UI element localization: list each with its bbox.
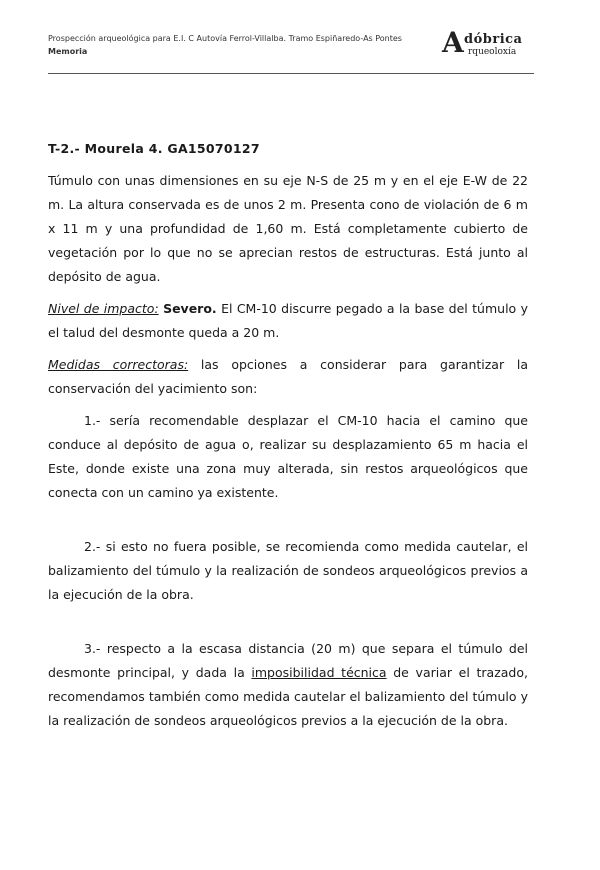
- item3-text-b: de variar el trazado, recomendamos también como medida cautelar el balizamiento del túmulo y la realización de sondeos arqueológicos previos a la ejecución de la obra.: [48, 665, 528, 728]
- section-heading: T-2.- Mourela 4. GA15070127: [48, 141, 260, 156]
- impact-text: El CM-10 discurre pegado a la base del túmulo y el talud del desmonte queda a 20 m.: [48, 301, 528, 340]
- measure-item-3: [48, 637, 528, 733]
- impact-value: Severo.: [163, 301, 217, 316]
- measures-label: Medidas correctoras:: [48, 357, 189, 372]
- site-description: Túmulo con unas dimensiones en su eje N-S de 25 m y en el eje E-W de 22 m. La altura conservada es de unos 2 m. Presenta cono de violación de 6 m x 11 m y una profundidad de 1,60 m. Está completamente cubierto de vegetación por lo que no se aprecian restos de estructuras. Está junto al depósito de agua.: [48, 173, 528, 284]
- item3-text-a: 3.- respecto a la escasa distancia (20 m) que separa el túmulo del desmonte principal, y dada la: [48, 641, 528, 680]
- measures-paragraph: [48, 353, 528, 401]
- measures-text: las opciones a considerar para garantizar la conservación del yacimiento son:: [48, 357, 528, 396]
- logo-letter: A: [442, 26, 464, 59]
- header-subtitle: Memoria: [48, 47, 88, 56]
- document-body: [48, 137, 528, 741]
- measure-item-1: 1.- sería recomendable desplazar el CM-10 hacia el camino que conduce al depósito de agua o, realizar su desplazamiento 65 m hacia el Este, donde existe una zona muy alterada, sin restos arqueológicos que conecta con un camino ya existente.: [48, 413, 528, 500]
- header-title: Prospección arqueológica para E.I. C Autovía Ferrol-Villalba. Tramo Espiñaredo-As Pontes: [48, 34, 402, 43]
- impact-label: Nivel de impacto:: [48, 301, 159, 316]
- item3-underlined: imposibilidad técnica: [251, 665, 387, 680]
- impact-paragraph: [48, 297, 528, 345]
- adobrica-logo: [442, 26, 534, 64]
- logo-subtitle: rqueoloxía: [468, 47, 517, 57]
- page-header: [48, 26, 534, 78]
- header-divider: [48, 73, 534, 74]
- measure-item-2: 2.- si esto no fuera posible, se recomienda como medida cautelar, el balizamiento del túmulo y la realización de sondeos arqueológicos previos a la ejecución de la obra.: [48, 539, 528, 602]
- logo-name: dóbrica: [464, 32, 523, 47]
